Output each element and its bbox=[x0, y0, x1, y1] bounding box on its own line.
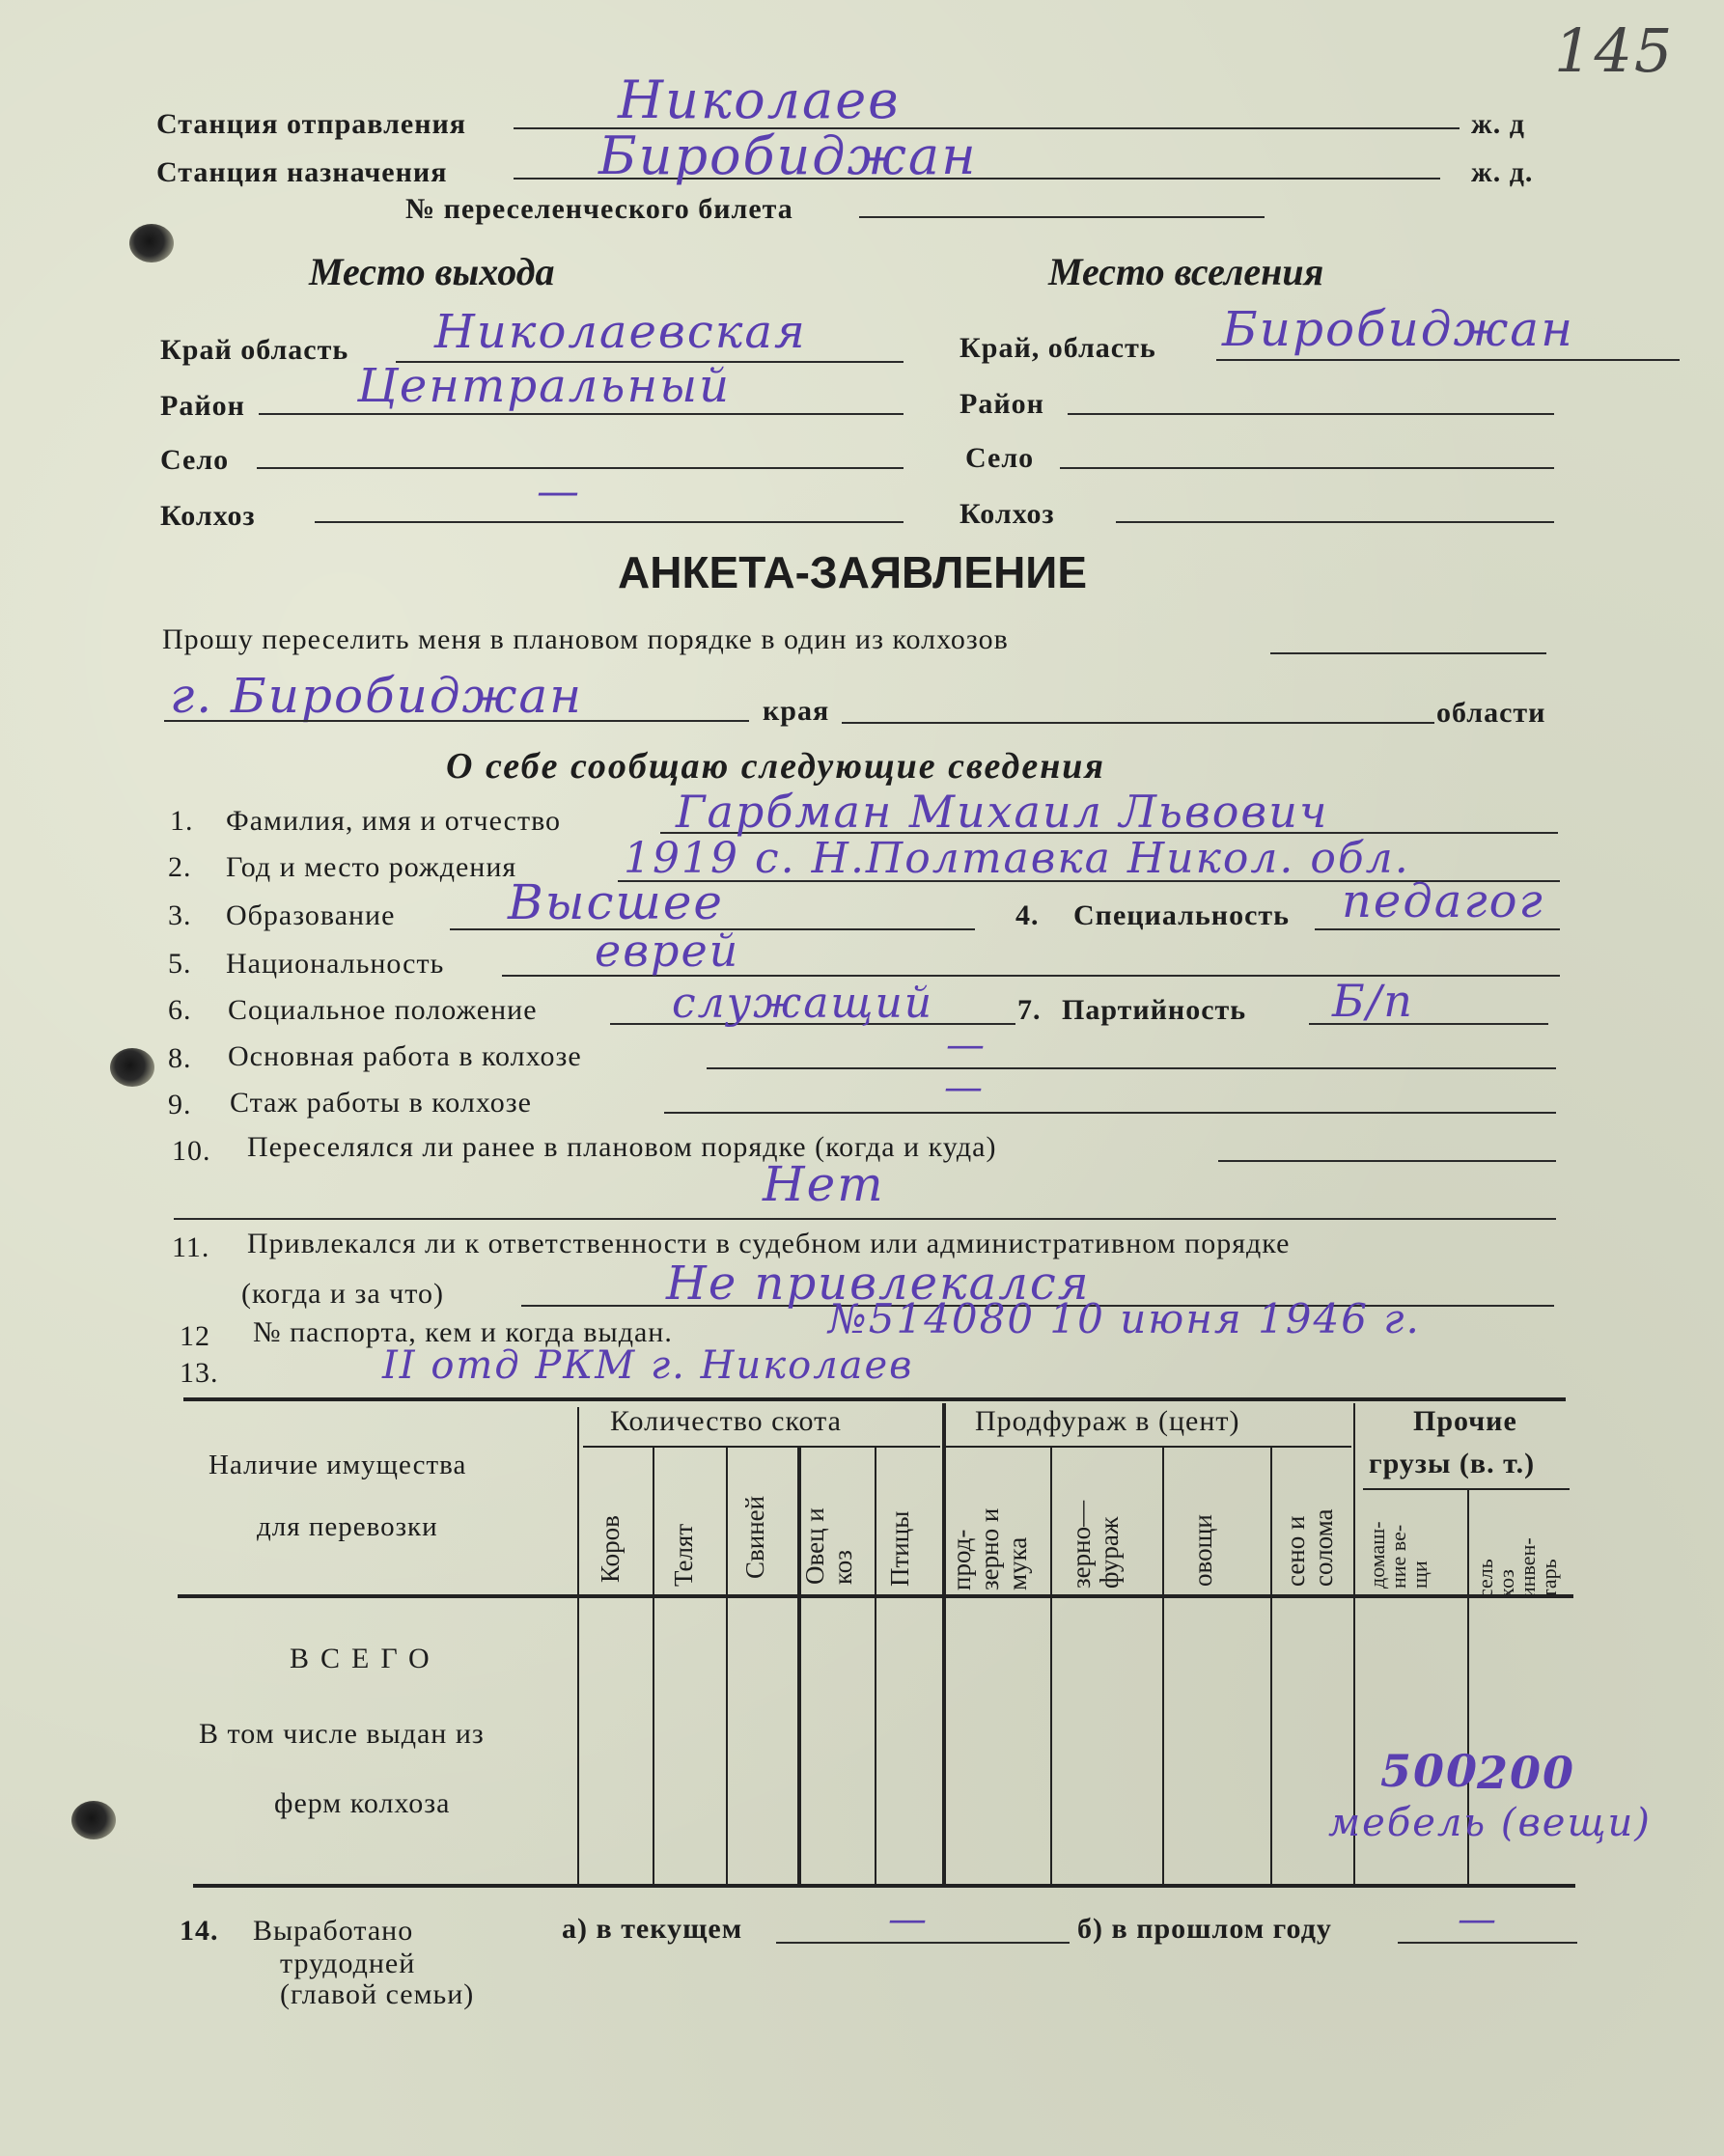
table-col-line bbox=[1162, 1448, 1164, 1884]
destination-district-line bbox=[1068, 413, 1554, 415]
table-group-rule bbox=[583, 1446, 940, 1448]
punch-hole bbox=[71, 1801, 116, 1839]
item-10-second-line bbox=[174, 1218, 1556, 1220]
page-number: 145 bbox=[1554, 15, 1675, 86]
table-col-line bbox=[726, 1448, 728, 1884]
destination-region-label: Край, область bbox=[959, 332, 1156, 364]
table-incl-label-1: В том числе выдан из bbox=[199, 1718, 485, 1750]
departure-rail-suffix: ж. д bbox=[1471, 108, 1525, 140]
table-col-line bbox=[942, 1403, 946, 1884]
table-col-line bbox=[653, 1448, 654, 1884]
punch-hole bbox=[129, 224, 174, 263]
destination-village-label: Село bbox=[965, 442, 1035, 474]
col-grain: прод- зерно и мука bbox=[947, 1507, 1032, 1590]
col-calves: Телят bbox=[669, 1523, 698, 1587]
item-6-number: 6. bbox=[168, 994, 192, 1026]
workdays-label-3: (главой семьи) bbox=[280, 1978, 475, 2010]
destination-village-line bbox=[1060, 467, 1554, 469]
item-11-label: Привлекался ли к ответственности в судебном или административном порядке bbox=[247, 1228, 1291, 1259]
item-12-value: №514080 10 июня 1946 г. bbox=[828, 1295, 1421, 1342]
item-1-value: Гарбман Михаил Львович bbox=[676, 786, 1329, 838]
item-10-label: Переселялся ли ранее в плановом порядке (когда и куда) bbox=[247, 1131, 997, 1163]
workdays-current-label: а) в текущем bbox=[562, 1913, 743, 1945]
destination-title: Место вселения bbox=[1048, 250, 1324, 293]
item-9-number: 9. bbox=[168, 1089, 192, 1120]
origin-region-value: Николаевская bbox=[434, 305, 807, 359]
workdays-current-value: — bbox=[888, 1897, 929, 1942]
table-group-fodder: Продфураж в (цент) bbox=[975, 1405, 1240, 1437]
item-12-label: № паспорта, кем и когда выдан. bbox=[253, 1316, 673, 1348]
item-13-value: II отд РКМ г. Николаев bbox=[382, 1343, 914, 1388]
punch-hole bbox=[110, 1048, 154, 1087]
item-8-value: — bbox=[946, 1023, 987, 1067]
origin-kolkhoz-line bbox=[315, 521, 904, 523]
item-10-value: Нет bbox=[763, 1156, 885, 1212]
item-4-number: 4. bbox=[1015, 899, 1040, 931]
item-2-label: Год и место рождения bbox=[226, 851, 517, 883]
item-5-number: 5. bbox=[168, 948, 192, 980]
item-11-number: 11. bbox=[172, 1231, 210, 1263]
workdays-current-line bbox=[776, 1942, 1070, 1944]
item-3-label: Образование bbox=[226, 899, 396, 931]
item-4-label: Специальность bbox=[1073, 899, 1290, 931]
item-13-number: 13. bbox=[180, 1357, 219, 1389]
table-note-value: мебель (вещи) bbox=[1328, 1801, 1652, 1845]
origin-village-label: Село bbox=[160, 444, 230, 476]
ticket-number-line bbox=[859, 216, 1265, 218]
table-group-other-1: Прочие bbox=[1413, 1405, 1517, 1437]
table-household-value: 500 bbox=[1380, 1745, 1480, 1797]
table-incl-label-2: ферм колхоза bbox=[274, 1787, 451, 1819]
destination-region-value: Биробиджан bbox=[1222, 301, 1575, 357]
table-bottom-border bbox=[193, 1884, 1575, 1888]
item-10-line bbox=[1218, 1160, 1556, 1162]
destination-station-label: Станция назначения bbox=[156, 156, 448, 188]
destination-kolkhoz-line bbox=[1116, 521, 1554, 523]
item-9-label: Стаж работы в колхозе bbox=[230, 1087, 532, 1119]
item-9-line bbox=[664, 1112, 1556, 1114]
workdays-previous-line bbox=[1398, 1942, 1577, 1944]
departure-station-value: Николаев bbox=[618, 69, 901, 130]
table-col-line bbox=[875, 1448, 876, 1884]
origin-kolkhoz-value: — bbox=[537, 467, 581, 516]
table-col-line bbox=[1270, 1448, 1272, 1884]
request-oblast-label: области bbox=[1436, 697, 1546, 729]
table-group-rule bbox=[1363, 1488, 1570, 1490]
destination-district-label: Район bbox=[959, 388, 1044, 420]
about-title: О себе сообщаю следующие сведения bbox=[446, 746, 1105, 787]
table-col-line bbox=[1050, 1448, 1052, 1884]
table-group-livestock: Количество скота bbox=[610, 1405, 842, 1437]
col-pigs: Свиней bbox=[740, 1495, 769, 1579]
origin-district-line bbox=[259, 413, 904, 415]
item-5-label: Национальность bbox=[226, 948, 445, 980]
request-text: Прошу переселить меня в плановом порядке в один из колхозов bbox=[162, 623, 1009, 655]
workdays-label-1: Выработано bbox=[253, 1915, 414, 1947]
item-1-number: 1. bbox=[170, 805, 194, 837]
ticket-number-label: № переселенческого билета bbox=[405, 193, 793, 225]
departure-station-label: Станция отправления bbox=[156, 108, 467, 140]
table-row-header-1: Наличие имущества bbox=[209, 1450, 467, 1480]
item-4-line bbox=[1315, 928, 1560, 930]
item-8-line bbox=[707, 1067, 1556, 1069]
table-group-other-2: грузы (в. т.) bbox=[1369, 1448, 1536, 1479]
item-3-number: 3. bbox=[168, 899, 192, 931]
item-6-label: Социальное положение bbox=[228, 994, 538, 1026]
workdays-previous-label: б) в прошлом году bbox=[1077, 1913, 1332, 1945]
item-8-number: 8. bbox=[168, 1042, 192, 1074]
request-line bbox=[1270, 652, 1546, 654]
table-top-border bbox=[183, 1397, 1566, 1401]
item-9-value: — bbox=[944, 1065, 985, 1110]
origin-kolkhoz-label: Колхоз bbox=[160, 500, 256, 532]
request-oblast-line bbox=[842, 722, 1434, 724]
col-hay: сено и солома bbox=[1281, 1508, 1338, 1587]
table-agri-value: 200 bbox=[1477, 1747, 1576, 1799]
request-krai-line bbox=[164, 720, 749, 722]
table-total-label: ВСЕГО bbox=[290, 1643, 441, 1674]
item-6-value: служащий bbox=[672, 979, 934, 1028]
item-12-number: 12 bbox=[180, 1320, 210, 1352]
workdays-number: 14. bbox=[180, 1915, 219, 1947]
origin-district-label: Район bbox=[160, 390, 245, 422]
item-8-label: Основная работа в колхозе bbox=[228, 1040, 582, 1072]
workdays-label-2: трудодней bbox=[280, 1948, 416, 1979]
destination-station-value: Биробиджан bbox=[598, 125, 978, 186]
request-krai-label: края bbox=[763, 695, 830, 727]
form-title: АНКЕТА-ЗАЯВЛЕНИЕ bbox=[618, 547, 1088, 597]
col-sheep: Овец и коз bbox=[800, 1507, 857, 1585]
col-agri: сель хоз инвен- тарь bbox=[1473, 1537, 1561, 1598]
destination-rail-suffix: ж. д. bbox=[1471, 156, 1534, 188]
item-10-number: 10. bbox=[172, 1135, 211, 1167]
item-7-value: Б/п bbox=[1332, 975, 1414, 1027]
col-household: домаш- ние ве- щи bbox=[1365, 1521, 1432, 1589]
col-feed: зерно— фураж bbox=[1067, 1500, 1124, 1589]
item-11-label-cont: (когда и за что) bbox=[241, 1278, 444, 1310]
item-1-label: Фамилия, имя и отчество bbox=[226, 805, 562, 837]
item-7-label: Партийность bbox=[1062, 994, 1247, 1026]
destination-region-line bbox=[1216, 359, 1680, 361]
item-2-value: 1919 с. Н.Полтавка Никол. обл. bbox=[624, 834, 1410, 883]
item-7-number: 7. bbox=[1017, 994, 1042, 1026]
origin-region-label: Край область bbox=[160, 334, 349, 366]
origin-title: Место выхода bbox=[309, 250, 555, 293]
item-2-number: 2. bbox=[168, 851, 192, 883]
item-4-value: педагог bbox=[1342, 874, 1544, 928]
item-3-value: Высшее bbox=[508, 874, 725, 930]
col-veg: овощи bbox=[1188, 1514, 1217, 1587]
request-krai-value: г. Биробиджан bbox=[170, 668, 584, 724]
destination-kolkhoz-label: Колхоз bbox=[959, 498, 1055, 530]
origin-district-value: Центральный bbox=[357, 359, 732, 413]
table-col-line bbox=[577, 1407, 579, 1884]
col-birds: Птицы bbox=[885, 1510, 914, 1587]
table-row-header-2: для перевозки bbox=[257, 1511, 438, 1542]
table-col-line bbox=[797, 1448, 801, 1884]
workdays-previous-value: — bbox=[1458, 1897, 1498, 1942]
col-cows: Коров bbox=[596, 1515, 625, 1583]
item-11-value: Не привлекался bbox=[666, 1257, 1091, 1311]
item-5-value: еврей bbox=[595, 925, 740, 977]
